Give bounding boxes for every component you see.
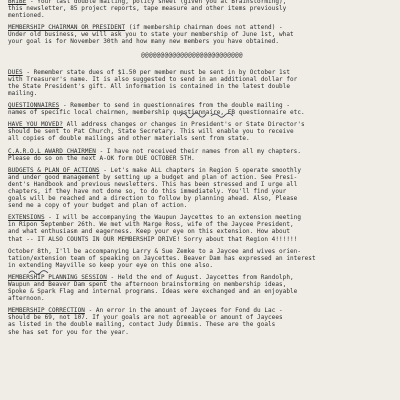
newsletter-body — [8, 0, 376, 341]
paragraph-planning-session — [8, 274, 376, 302]
text-membership-chairman: (if membership chairman does not attend) - Under old business, we will ask you to state your membership of June 1st, what your goal is for November 30th and how many new members you have obtained. — [8, 24, 294, 46]
text-bribe: - Your last double mailing, policy sheet (given you at Brainstorming), this newsletter, 85 project reports, tape measure and other items previously mentioned. — [8, 0, 287, 20]
separator-line: @@@@@@@@@@@@@@@@@@@@@@@@@@ — [141, 51, 243, 59]
paragraph-bribe — [8, 0, 376, 19]
paragraph-questionnaires — [8, 102, 376, 116]
heading-dues: DUES — [8, 68, 23, 76]
heading-planning-session: MEMBERSHIP PLANNING SESSION — [8, 273, 107, 281]
heading-membership-chairman: MEMBERSHIP CHAIRMAN OR PRESIDENT — [8, 24, 126, 32]
heading-budgets: BUDGETS & PLAN OF ACTIONS — [8, 166, 100, 174]
text-membership-correction: - An error in the amount of Jaycees for Fond du Lac - should be 69, not 107. If your goals are not agreeable or amount of Jaycees as listed in the double mailing, contact Judy Dimmis. These are the goals she has set for you for the year. — [8, 307, 283, 336]
text-extensions: - I will be accompanying the Waupun Jaycettes to an extension meeting in Ripon September 26th. We met with Marge Ross, wife of the Jaycee President, and what enthusiasm and eagerness. Keep your eye on this extension. How about that -- IT ALSO COUNTS IN OUR MEMBERSHIP DRIVE! Sorry about that Region 4!!!!!! — [8, 214, 301, 243]
paragraph-october — [8, 248, 376, 269]
heading-have-you-moved: HAVE YOU MOVED? — [8, 121, 63, 129]
paragraph-extensions — [8, 214, 376, 242]
text-questionnaires: - Remember to send in questionnaires from the double mailing - names of specific local chairmen, membership questionnaire, FB questionnaire etc. — [8, 102, 305, 117]
heading-extensions: EXTENSIONS — [8, 214, 45, 222]
heading-questionnaires: QUESTIONNAIRES — [8, 102, 60, 110]
paragraph-membership-correction — [8, 307, 376, 335]
text-october: October 8th, I'll be accompanying Larry & Sue Zemke to a Jaycee and wives orien- tation/extension team of speaking on Jaycettes. Beaver Dam has expressed an interest in extending Mayville so keep your eye on this one also. — [8, 247, 316, 269]
paragraph-carol-award — [8, 148, 376, 162]
text-dues: - Remember state dues of $1.50 per member must be sent in by October 1st with Treasurer's name. It is also suggested to send in an additional dollar for the State President's gift. All information is contained in the latest double mailing. — [8, 68, 298, 97]
text-budgets: - Let's make ALL chapters in Region 5 operate smoothly and under good management by setting up a budget and plan of action. See Presi- dent's Handbook and previous newsletters. This has been stressed and I urge all chapters, if they have not done so, to do this immediately. You'll find your goals will be reached and a direction to follow by planning ahead. Also, Please send me a copy of your budget and plan of action. — [8, 166, 301, 210]
heading-carol-award: C.A.R.O.L AWARD CHAIRMEN — [8, 147, 96, 155]
paragraph-dues — [8, 69, 376, 97]
text-have-you-moved: All address changes or changes in President's or State Director's should be sent to Pat Church, State Secretary. This will enable you to receive all copies of double mailings and other materials sent from state. — [8, 121, 305, 143]
paragraph-budgets — [8, 167, 376, 210]
text-planning-session: - Held the end of August. Jaycettes from Randolph, Waupun and Beaver Dam spent the afternoon brainstorming on membership ideas, Spoke & Spark Flag and internal programs. Ideas were exchanged and an enjoyable afternoon. — [8, 273, 298, 303]
heading-membership-correction: MEMBERSHIP CORRECTION — [8, 307, 85, 315]
paragraph-membership-chairman — [8, 24, 376, 45]
heading-bribe: BRIBE — [8, 0, 27, 5]
text-carol-award: - I have not received their names from all my chapters. Please do so on the next A-OK form DUE OCTOBER 5TH. — [8, 147, 301, 162]
paragraph-have-you-moved — [8, 121, 376, 142]
